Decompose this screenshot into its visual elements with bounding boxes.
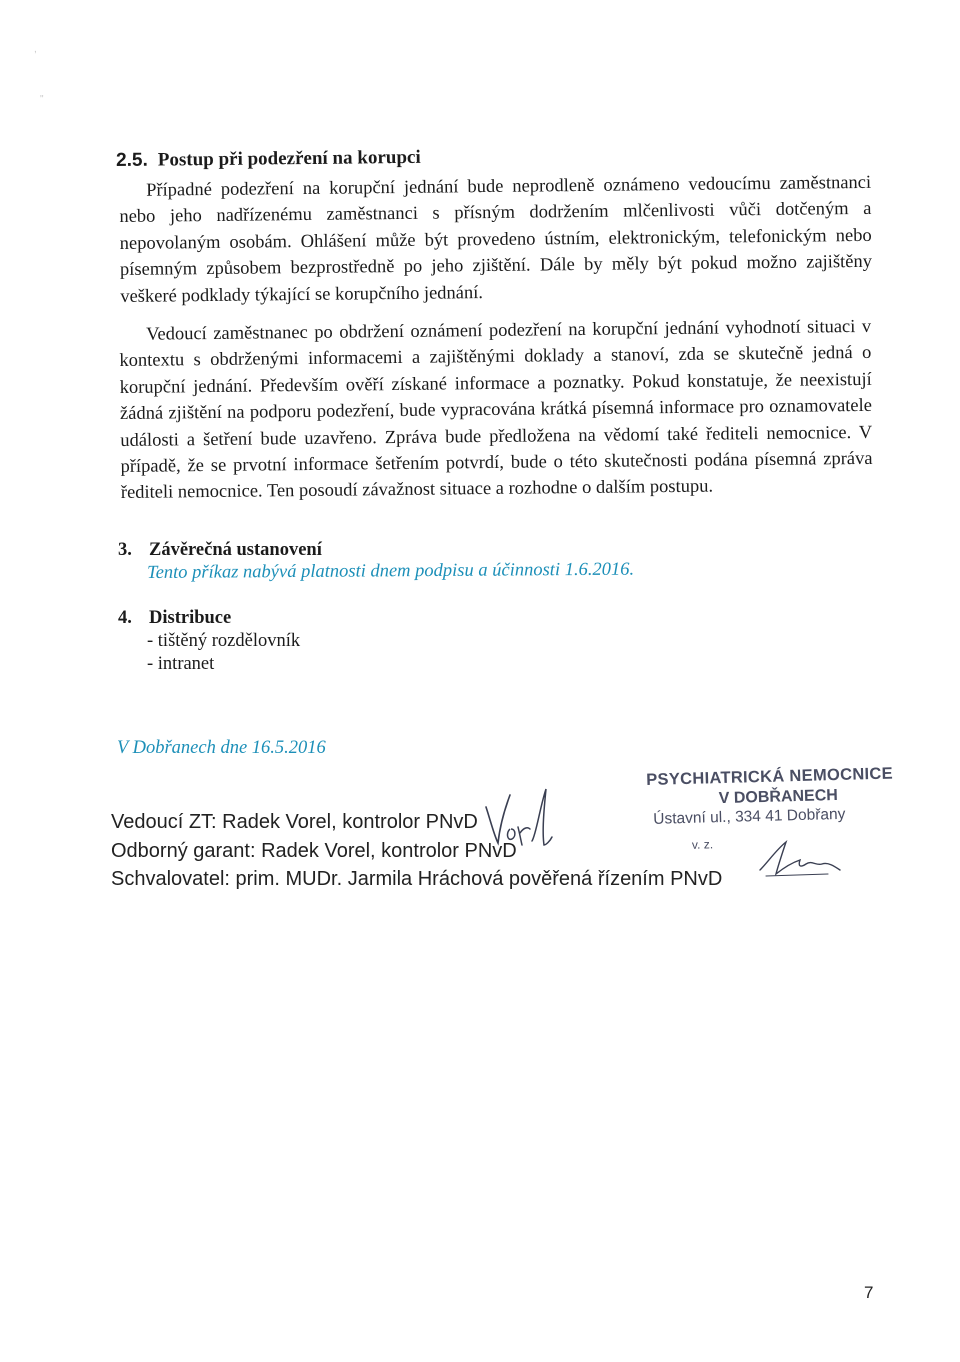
section-2-5-paragraph-2 (119, 314, 873, 507)
stamp-initials: v. z. (691, 837, 714, 852)
handwritten-signature-director (756, 836, 842, 878)
section-number: 2.5. (116, 149, 148, 171)
place-date: V Dobřanech dne 16.5.2016 (117, 738, 326, 758)
stamp-line: Ústavní ul., 334 41 Dobřany (653, 805, 846, 828)
section-number: 4. (118, 608, 132, 628)
signature-block (111, 808, 722, 894)
section-2-5-paragraph-1 (119, 170, 872, 310)
page-number: 7 (864, 1283, 874, 1302)
section-3-heading (118, 540, 322, 561)
section-number: 3. (118, 540, 132, 560)
scan-speck: , (34, 44, 37, 55)
section-title: Závěrečná ustanovení (149, 540, 322, 560)
distribution-list (147, 630, 300, 676)
scan-speck: " (40, 94, 44, 105)
section-4-heading (118, 608, 231, 629)
stamp-line: PSYCHIATRICKÁ NEMOCNICE (646, 764, 894, 789)
section-title: Postup při podezření na korupci (157, 146, 421, 171)
effective-date-note: Tento příkaz nabývá platnosti dnem podpisu a účinnosti 1.6.2016. (147, 559, 635, 583)
list-item: - tištěný rozdělovník (147, 631, 301, 651)
signature-line: Odborný garant: Radek Vorel, kontrolor PNvD (111, 839, 517, 862)
handwritten-signature-vorel (476, 783, 566, 855)
paragraph-text: Vedoucí zaměstnanec po obdržení oznámení podezření na korupční jednání vyhodnotí situaci v kontextu s obdrženými informacemi a zajištěnými doklady a stanoví, zda se skutečně jedná o korupční jednání. Především ověří získané informace a poznatky. Pokud konstatuje, že neexistují žádná zjištění na podporu podezření, bude vypracována krátká písemná informace pro oznamovatele události a šetření bude uzavřeno. Zpráva bude předložena na vědomí také řediteli nemocnice. V případě, že se prvotní informace šetřením potvrdí, bude o této skutečnosti podána písemná zpráva řediteli nemocnice. Ten posoudí závažnost situace a rozhodne o dalším postupu. (119, 316, 873, 504)
section-title: Distribuce (149, 608, 232, 628)
section-2-5-heading (116, 142, 876, 172)
paragraph-text: Případné podezření na korupční jednání bude neprodleně oznámeno vedoucímu zaměstnanci nebo jeho nadřízenému zaměstnanci s přísným dodržením mlčenlivosti vůči dotčeným a nepovolaným osobám. Ohlášení může být provedeno ústním, elektronickým, telefonickým nebo písemným způsobem bezprostředně po jeho zjištění. Dále by měly být pokud možno zajištěny veškeré podklady týkající se korupčního jednání. (119, 172, 873, 307)
list-item: - intranet (147, 654, 215, 674)
signature-line: Vedoucí ZT: Radek Vorel, kontrolor PNvD (111, 811, 478, 833)
signature-line: Schvalovatel: prim. MUDr. Jarmila Hráchová pověřená řízením PNvD (111, 868, 723, 890)
stamp-line: V DOBŘANECH (718, 786, 839, 808)
